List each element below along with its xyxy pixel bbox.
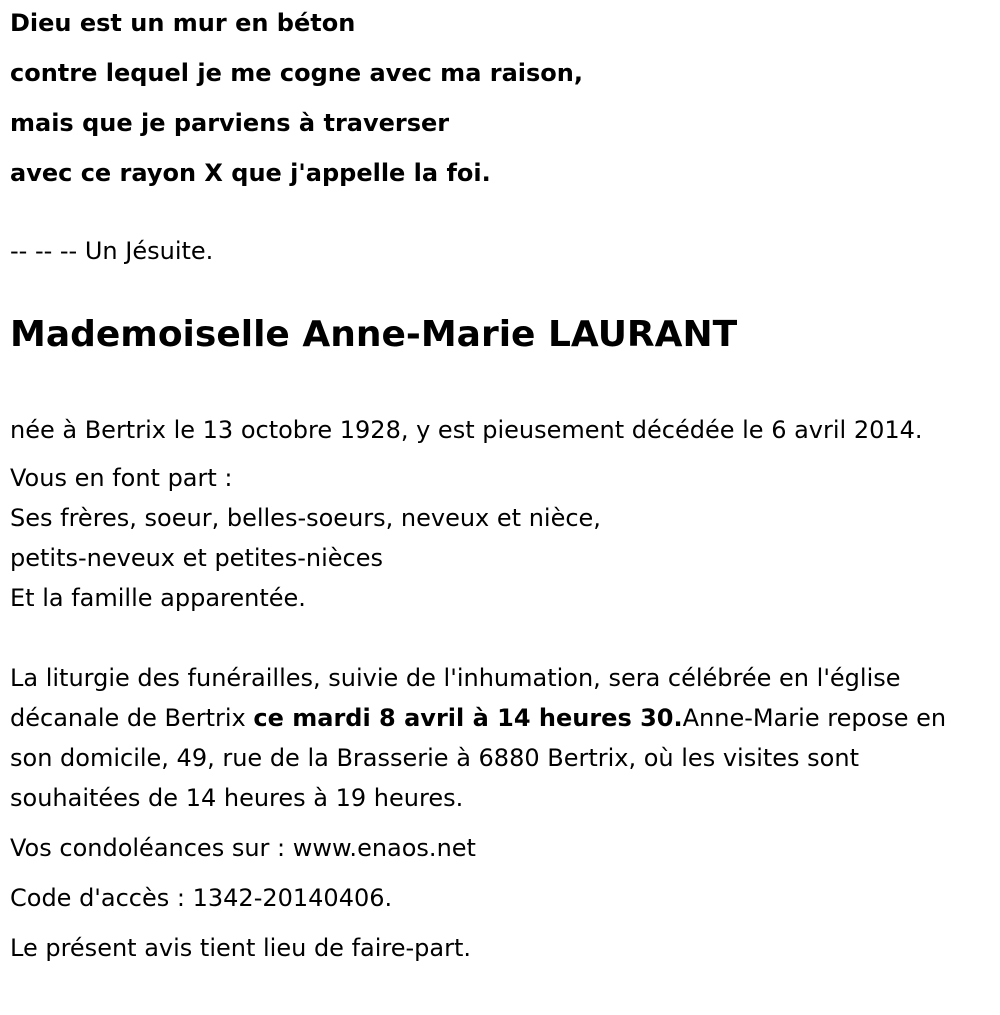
poem-line: contre lequel je me cogne avec ma raison,: [10, 59, 583, 87]
announcement-line: Ses frères, soeur, belles-soeurs, neveux et nièce,: [10, 504, 601, 532]
announcement-line: Vous en font part :: [10, 464, 233, 492]
deceased-name: Mademoiselle Anne-Marie LAURANT: [10, 314, 738, 355]
poem: [10, 0, 990, 188]
announcement: [10, 458, 990, 618]
poem-line: Dieu est un mur en béton: [10, 9, 356, 37]
condolences-text: Vos condoléances sur : www.enaos.net: [10, 834, 476, 862]
funeral-text-before: La liturgie des funérailles, suivie de l'inhumation, sera célébrée en l'église décanale de Bertrix: [10, 664, 901, 732]
access-code-text: Code d'accès : 1342-20140406.: [10, 884, 393, 912]
funeral-date: ce mardi 8 avril à 14 heures 30.: [253, 704, 683, 732]
poem-attribution: -- -- -- Un Jésuite.: [10, 237, 214, 265]
announcement-line: Et la famille apparentée.: [10, 584, 306, 612]
birth-death-text: née à Bertrix le 13 octobre 1928, y est pieusement décédée le 6 avril 2014.: [10, 416, 923, 444]
poem-line: mais que je parviens à traverser: [10, 109, 450, 137]
funeral-details: [10, 658, 990, 818]
notice-text: Le présent avis tient lieu de faire-part.: [10, 934, 472, 962]
poem-line: avec ce rayon X que j'appelle la foi.: [10, 159, 491, 187]
announcement-line: petits-neveux et petites-nièces: [10, 544, 383, 572]
funeral-text-after: Anne-Marie repose en son domicile, 49, rue de la Brasserie à 6880 Bertrix, où les visites sont souhaitées de 14 heures à 19 heures.: [10, 704, 947, 812]
